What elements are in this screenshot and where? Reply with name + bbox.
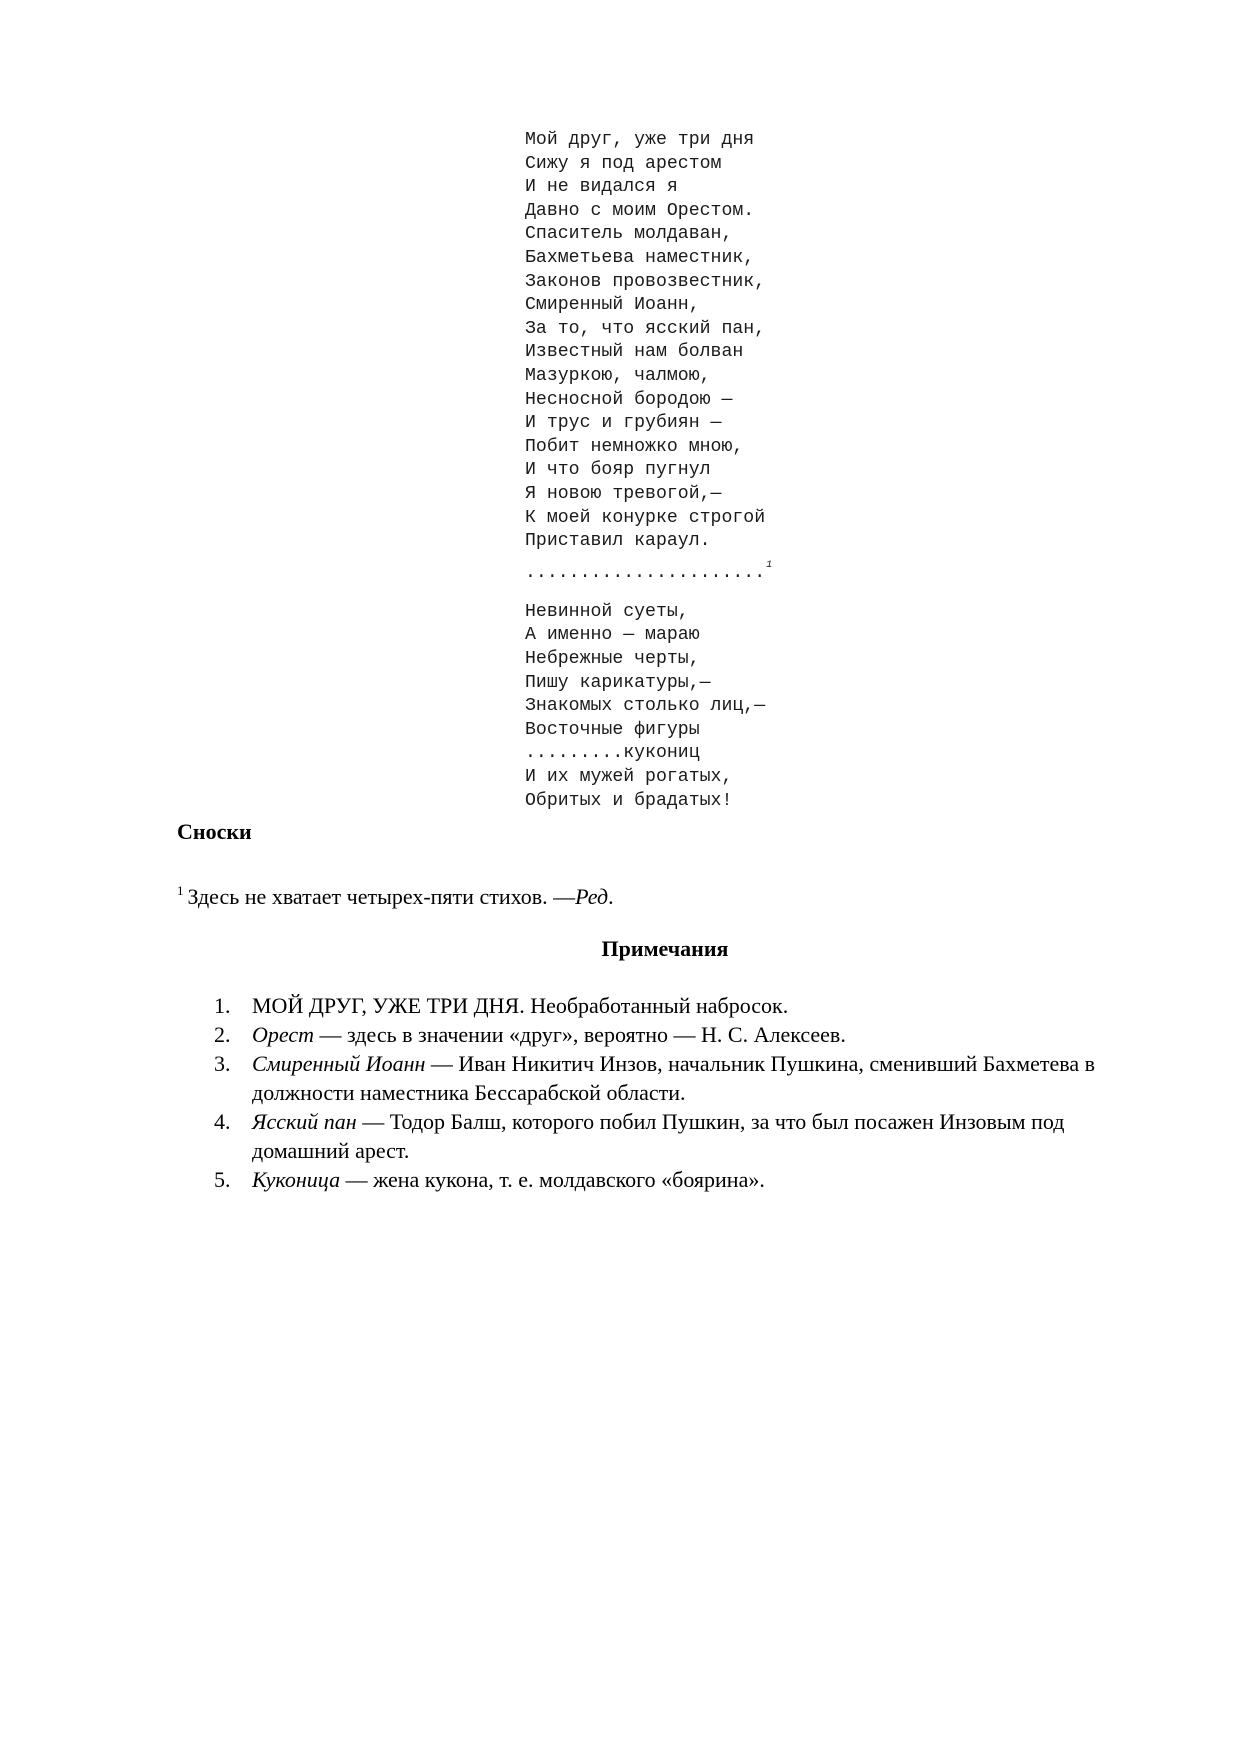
note-text: — жена кукона, т. е. молдавского «боярина». xyxy=(340,1167,765,1192)
footnotes-heading: Сноски xyxy=(177,819,252,844)
footnote-text: Здесь не хватает четырех-пяти стихов. — xyxy=(187,884,576,909)
footnote-end: . xyxy=(608,884,614,909)
poem-line: Я новою тревогой,— xyxy=(525,483,722,504)
poem-line: И что бояр пугнул xyxy=(525,460,711,481)
poem-line: И трус и грубиян — xyxy=(525,413,722,434)
note-number: 4. xyxy=(214,1109,231,1134)
poem-line: Пишу карикатуры,— xyxy=(525,672,711,693)
poem-line: Мазуркою, чалмою, xyxy=(525,365,711,386)
poem-line: Давно с моим Орестом. xyxy=(525,200,755,221)
note-number: 2. xyxy=(214,1022,231,1047)
note-text: — здесь в значении «друг», вероятно — Н. С. Алексеев. xyxy=(314,1022,846,1047)
poem-line: Несносной бородою — xyxy=(525,389,733,410)
poem-line: Мой друг, уже три дня xyxy=(525,130,755,150)
poem-line: Сижу я под арестом xyxy=(525,153,722,174)
poem-line: А именно — мараю xyxy=(525,625,700,646)
poem-line: Побит немножко мною, xyxy=(525,436,744,457)
note-term: Куконица xyxy=(252,1167,341,1192)
note-item xyxy=(210,1020,1150,1049)
footnote-editor-abbr: Ред xyxy=(575,884,609,909)
note-number: 3. xyxy=(214,1051,231,1076)
poem-line: Небрежные черты, xyxy=(525,649,700,670)
poem-line: Приставил караул. xyxy=(525,531,711,552)
note-term: Ясский пан xyxy=(252,1109,357,1134)
note-item xyxy=(210,1049,1150,1107)
note-number: 1. xyxy=(214,993,231,1018)
note-text: — Иван Никитич Инзов, начальник Пушкина, сменивший Бахметева в должности наместника Бессарабской области. xyxy=(252,1051,1095,1105)
note-text: МОЙ ДРУГ, УЖЕ ТРИ ДНЯ. Необработанный набросок. xyxy=(252,993,789,1018)
poem-line: За то, что ясский пан, xyxy=(525,318,766,339)
note-term: Смиренный Иоанн xyxy=(252,1051,426,1076)
poem-line: Смиренный Иоанн, xyxy=(525,295,700,316)
note-item xyxy=(210,1165,1150,1194)
note-item xyxy=(210,991,1150,1020)
poem-dots-line xyxy=(525,554,773,583)
note-text: — Тодор Балш, которого побил Пушкин, за что был посажен Инзовым под домашний арест. xyxy=(252,1109,1065,1163)
footnote-number: 1 xyxy=(177,883,184,898)
footnote-reference[interactable]: 1 xyxy=(766,559,773,571)
poem-line: И их мужей рогатых, xyxy=(525,767,733,788)
note-term: Орест xyxy=(252,1022,315,1047)
notes-heading: Примечания xyxy=(601,936,729,961)
poem-line: .........кукониц xyxy=(525,743,700,764)
poem-line: Знакомых столько лиц,— xyxy=(525,696,766,717)
poem-line: Известный нам болван xyxy=(525,342,744,363)
poem-line: Обритых и брадатых! xyxy=(525,790,733,811)
poem-line: К моей конурке строгой xyxy=(525,507,766,528)
poem-line: Спаситель молдаван, xyxy=(525,224,733,245)
footnote-item xyxy=(177,876,614,912)
poem-line: И не видался я xyxy=(525,177,678,198)
poem-line: Законов провозвестник, xyxy=(525,271,766,292)
poem xyxy=(525,129,772,813)
note-number: 5. xyxy=(214,1167,231,1192)
ellipsis-dots: ...................... xyxy=(525,562,766,583)
poem-line: Невинной суеты, xyxy=(525,601,689,622)
poem-line: Бахметьева наместник, xyxy=(525,247,755,268)
poem-line: Восточные фигуры xyxy=(525,719,700,740)
notes-list xyxy=(210,991,1150,1194)
note-item xyxy=(210,1107,1150,1165)
